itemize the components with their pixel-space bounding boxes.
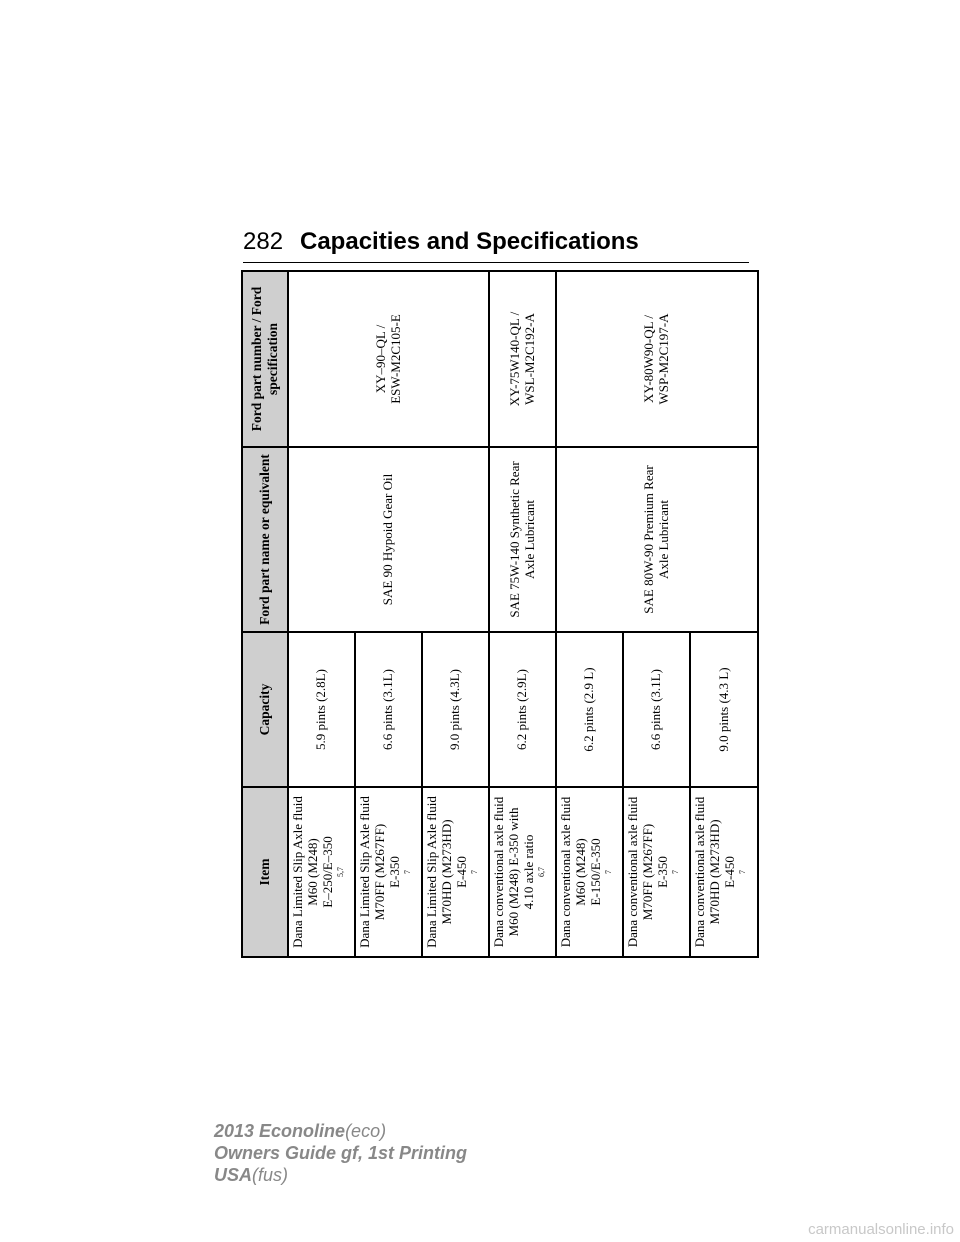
capacity-cell: 6.2 pints (2.9 L) xyxy=(556,632,623,787)
part-number-cell: XY-80W90-QL / WSP-M2C197-A xyxy=(556,271,757,447)
part-name-cell: SAE 80W-90 Premium Rear Axle Lubricant xyxy=(556,447,757,632)
item-cell: Dana conventional axle fluid M70HD (M273HD) E-450 $^7$ xyxy=(690,787,757,957)
part-number-cell: XY–90–QL / ESW-M2C105-E xyxy=(288,271,489,447)
table-row xyxy=(288,271,355,957)
footer-region: USA xyxy=(214,1165,253,1185)
specifications-table xyxy=(241,270,759,958)
capacity-cell: 5.9 pints (2.8L) xyxy=(288,632,355,787)
capacity-cell: 6.6 pints (3.1L) xyxy=(355,632,422,787)
footer-region-code: (fus) xyxy=(252,1165,289,1185)
column-header-part-name: Ford part name or equivalent xyxy=(242,447,288,632)
part-name-cell: SAE 90 Hypoid Gear Oil xyxy=(288,447,489,632)
column-header-capacity: Capacity xyxy=(242,632,288,787)
part-number-cell: XY-75W140-QL / WSL-M2C192-A xyxy=(489,271,556,447)
capacity-cell: 9.0 pints (4.3L) xyxy=(422,632,489,787)
specifications-table-container xyxy=(241,272,748,958)
column-header-part-number: Ford part number / Ford specification xyxy=(242,271,288,447)
footer-model: 2013 Econoline xyxy=(214,1121,346,1141)
watermark: carmanualsonline.info xyxy=(808,1221,954,1238)
item-cell: Dana Limited Slip Axle fluid M70FF (M267FF) E-350 $^7$ xyxy=(355,787,422,957)
page-header xyxy=(243,228,749,263)
table-row xyxy=(556,271,623,957)
item-cell: Dana conventional axle fluid M60 (M248) E-350 with 4.10 axle ratio $^{6,7}$ xyxy=(489,787,556,957)
table-header-row xyxy=(242,271,288,957)
capacity-cell: 6.2 pints (2.9L) xyxy=(489,632,556,787)
capacity-cell: 6.6 pints (3.1L) xyxy=(623,632,690,787)
item-cell: Dana conventional axle fluid M60 (M248) E-150/E-350 $^7$ xyxy=(556,787,623,957)
section-title: Capacities and Specifications xyxy=(300,228,639,255)
part-name-cell: SAE 75W-140 Synthetic Rear Axle Lubricant xyxy=(489,447,556,632)
document-footer xyxy=(214,1120,467,1186)
table-row xyxy=(489,271,556,957)
item-cell: Dana conventional axle fluid M70FF (M267FF) E-350 $^7$ xyxy=(623,787,690,957)
footer-guide: Owners Guide gf, 1st Printing xyxy=(214,1143,468,1163)
item-cell: Dana Limited Slip Axle fluid M70HD (M273HD) E-450 $^7$ xyxy=(422,787,489,957)
capacity-cell: 9.0 pints (4.3 L) xyxy=(690,632,757,787)
footer-model-code: (eco) xyxy=(345,1121,387,1141)
page-number: 282 xyxy=(243,228,284,255)
item-cell: Dana Limited Slip Axle fluid M60 (M248) E–250/E–350 $^{5,7}$ xyxy=(288,787,355,957)
column-header-item: Item xyxy=(242,787,288,957)
